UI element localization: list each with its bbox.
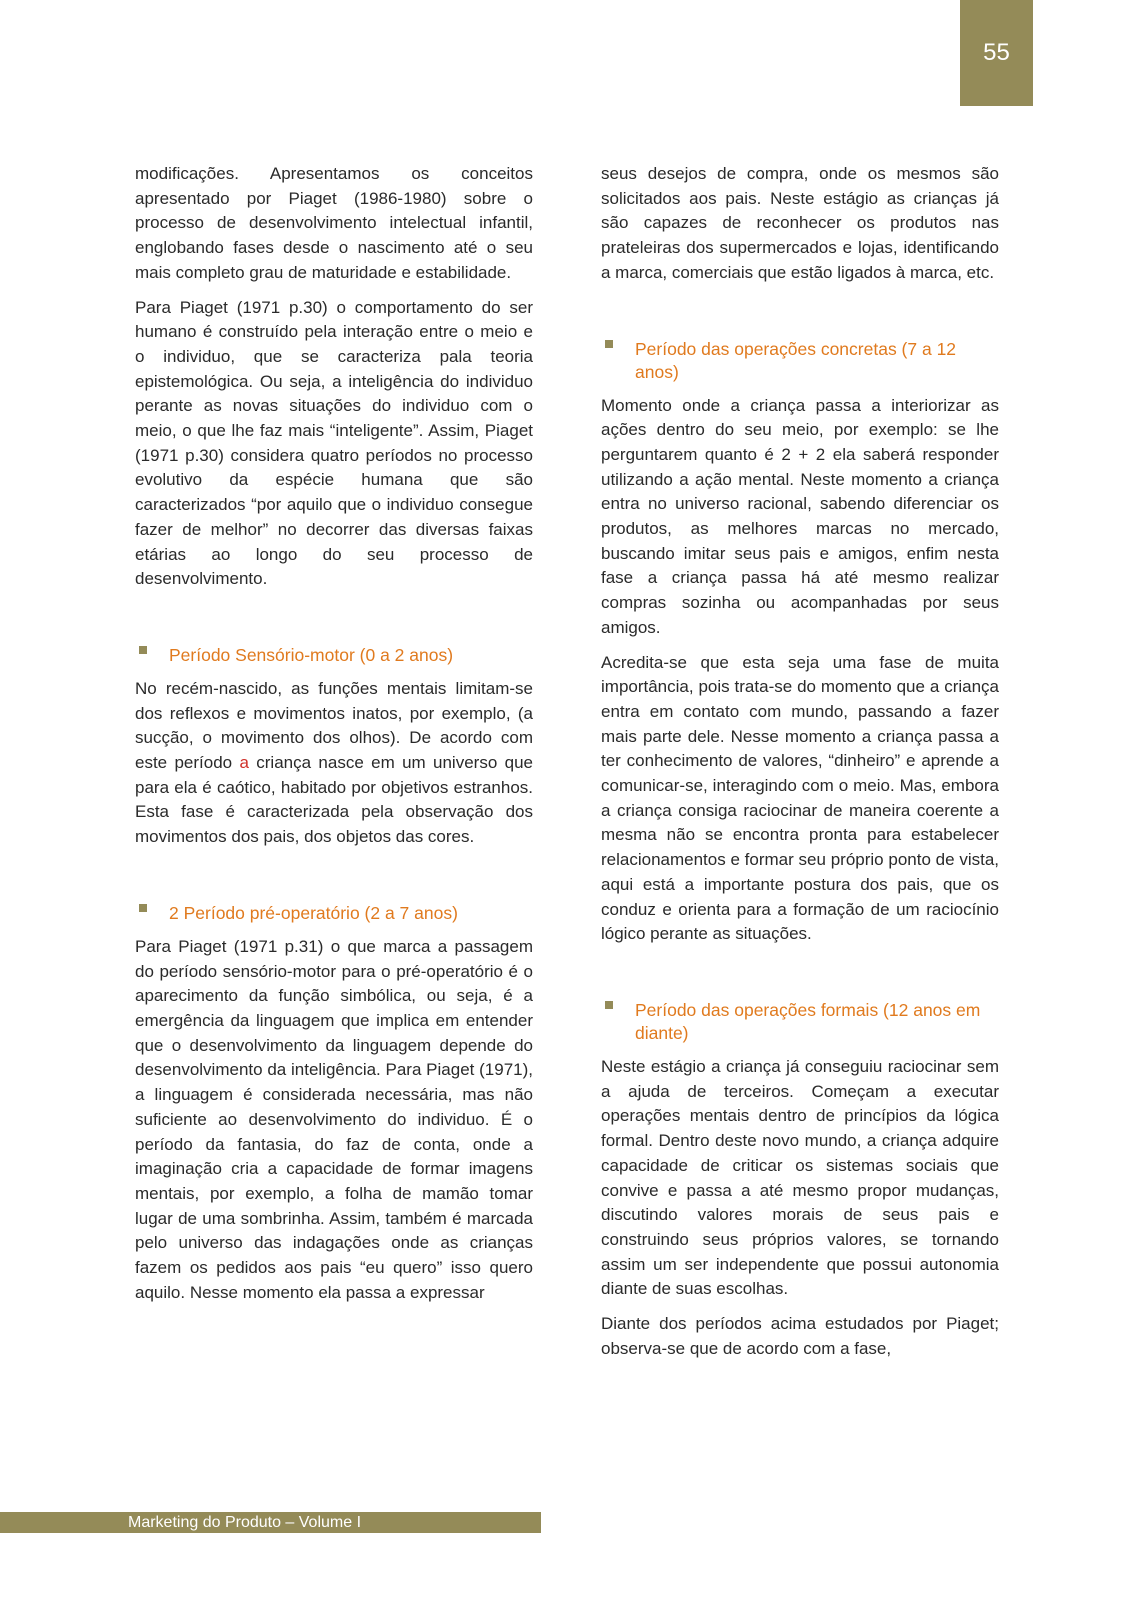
paragraph: Neste estágio a criança já conseguiu raciocinar sem a ajuda de terceiros. Começam a executar operações mentais dentro de princípios da lógica formal. Dentro deste novo mundo, a criança adquire capacidade de criticar os sistemas sociais que convive e passa a até mesmo propor mudanças, discutindo valores morais de seus pais e construindo seus próprios valores, se tornando assim um ser independente que possui autonomia diante de suas escolhas. bbox=[601, 1056, 999, 1299]
page-number: 55 bbox=[960, 0, 1033, 106]
paragraph: Para Piaget (1971 p.30) o comportamento do ser humano é construído pela interação entre o meio e o individuo, que se caracteriza pala teoria epistemológica. Ou seja, a inteligência do individuo perante as novas situações do individuo com o meio, o que lhe faz mais “inteligente”. Assim, Piaget (1971 p.30) considera quatro períodos no processo evolutivo da espécie humana que são caracterizados “por aquilo que o individuo consegue fazer de melhor” no decorrer das diversas faixas etárias ao longo do seu processo de desenvolvimento. bbox=[135, 297, 533, 589]
section-heading bbox=[601, 999, 999, 1045]
text-run: criança nasce em um universo que para ela é caótico, habitado por objetivos estranhos. Esta fase é caracterizada pela observação dos movimentos dos pais, dos objetos das cores. bbox=[135, 753, 533, 847]
highlighted-text: a bbox=[239, 753, 249, 773]
square-bullet-icon bbox=[605, 340, 613, 348]
paragraph: Para Piaget (1971 p.31) o que marca a passagem do período sensório-motor para o pré-operatório é o aparecimento da função simbólica, ou seja, é a emergência da linguagem que implica em entender que o desenvolvimento da linguagem depende do desenvolvimento da inteligência. Para Piaget (1971), a linguagem é considerada necessária, mas não suficiente ao desenvolvimento do individuo. É o período da fantasia, do faz de conta, onde a imaginação cria a capacidade de formar imagens mentais, por exemplo, a folha de mamão tomar lugar de uma sombrinha. Assim, também é marcada pelo universo das indagações onde as crianças fazem os pedidos aos pais “eu quero” isso quero aquilo. Nesse momento ela passa a expressar bbox=[135, 936, 533, 1302]
footer-title: Marketing do Produto – Volume I bbox=[0, 1512, 541, 1533]
right-column bbox=[601, 162, 999, 1371]
section-heading-text: Período Sensório-motor (0 a 2 anos) bbox=[169, 644, 454, 665]
paragraph: Momento onde a criança passa a interiorizar as ações dentro do seu meio, por exemplo: se lhe perguntarem quanto é 2 + 2 ela saberá responder utilizando a ação mental. Neste momento a criança entra no universo racional, sabendo diferenciar os produtos, as melhores marcas no mercado, buscando imitar seus pais e amigos, enfim nesta fase a criança passa há até mesmo realizar compras sozinha ou acompanhadas por seus amigos. bbox=[601, 395, 999, 637]
paragraph bbox=[135, 677, 533, 850]
paragraph: modificações. Apresentamos os conceitos apresentado por Piaget (1986-1980) sobre o processo de desenvolvimento intelectual infantil, englobando fases desde o nascimento até o seu mais completo grau de maturidade e estabilidade. bbox=[135, 164, 533, 282]
square-bullet-icon bbox=[139, 646, 147, 654]
paragraph: Acredita-se que esta seja uma fase de muita importância, pois trata-se do momento que a criança entra em contato com mundo, passando a fazer mais parte dele. Nesse momento a criança passa a ter conhecimento de valores, “dinheiro” e aprende a comunicar-se, interagindo com o meio. Mas, embora a criança consiga raciocinar de maneira coerente a mesma não se encontra pronta para estabelecer relacionamentos e formar seu próprio ponto de vista, aqui está a importante postura dos pais, que os conduz e orienta para a formação de um raciocínio lógico perante as situações. bbox=[601, 652, 999, 944]
text-run: No recém-nascido, as funções mentais limitam-se dos reflexos e movimentos inatos, por exemplo, (a sucção, o movimento dos olhos). De acordo com este período bbox=[135, 678, 533, 773]
square-bullet-icon bbox=[605, 1001, 613, 1009]
paragraph: Diante dos períodos acima estudados por Piaget; observa-se que de acordo com a fase, bbox=[601, 1314, 999, 1358]
paragraph: seus desejos de compra, onde os mesmos são solicitados aos pais. Neste estágio as crianças já são capazes de reconhecer os produtos nas prateleiras dos supermercados e lojas, identificando a marca, comerciais que estão ligados à marca, etc. bbox=[601, 164, 999, 282]
square-bullet-icon bbox=[139, 904, 147, 912]
section-heading bbox=[135, 644, 533, 667]
left-column bbox=[135, 162, 533, 1315]
section-heading bbox=[135, 902, 533, 925]
section-heading bbox=[601, 338, 999, 384]
section-heading-text: Período das operações formais (12 anos em diante) bbox=[635, 999, 981, 1043]
section-heading-text: Período das operações concretas (7 a 12 anos) bbox=[635, 338, 957, 382]
section-heading-text: 2 Período pré-operatório (2 a 7 anos) bbox=[169, 902, 458, 923]
